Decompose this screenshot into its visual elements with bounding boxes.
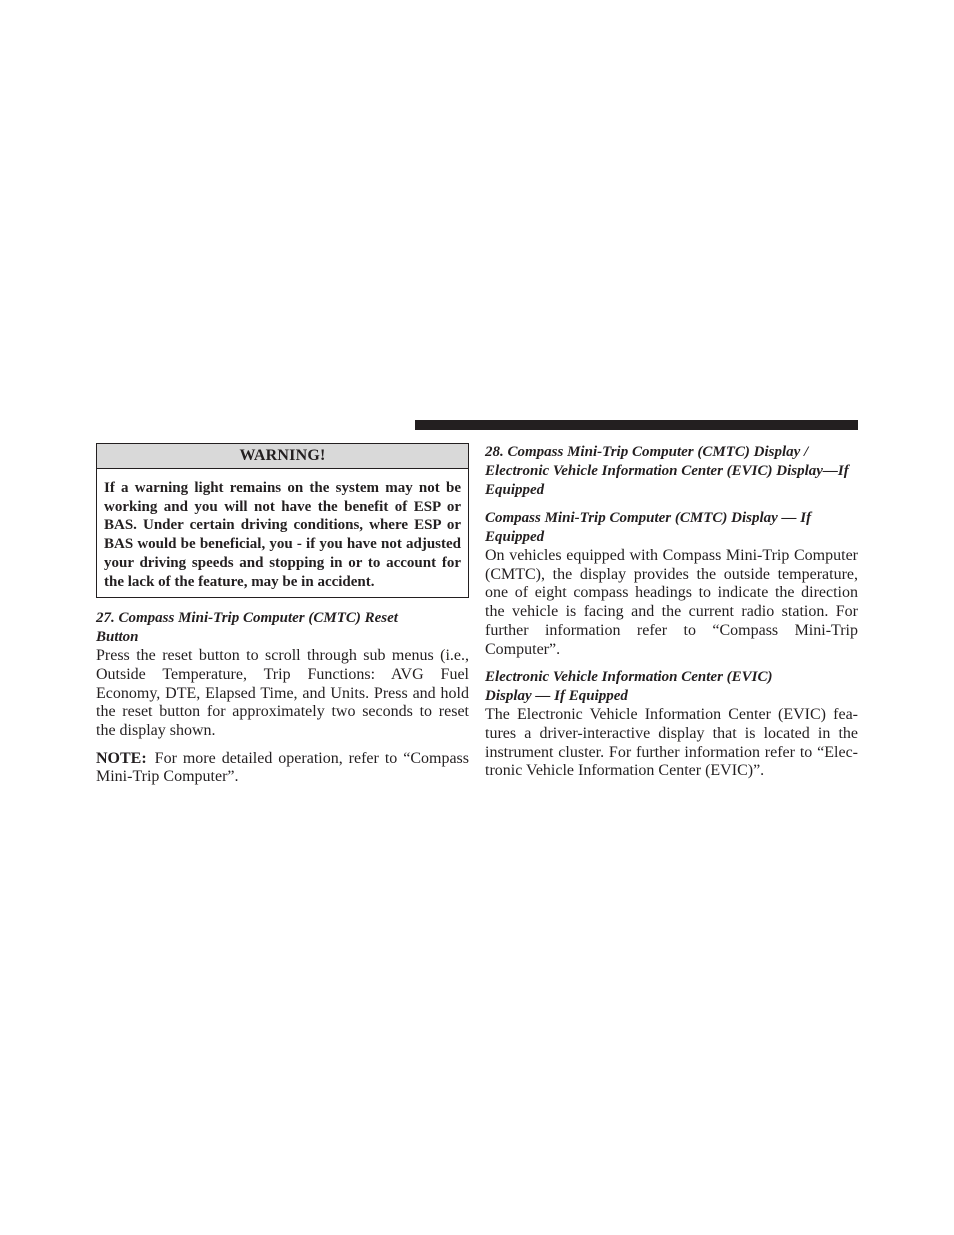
warning-text: If a warning light remains on the system may not be working and you will not have the benefit of ESP or BAS. Under certain driving conditions, where ESP or BAS would be beneficial, you - if you have not adjusted your driving speeds and stopping in or to account for the lack of the feature, may be in accident.	[104, 480, 461, 590]
note-text: For more detailed operation, refer to “Compass Mini-Trip Computer”.	[96, 749, 469, 786]
cmtc-display-heading: Compass Mini-Trip Computer (CMTC) Display — If Equipped	[485, 510, 812, 545]
left-column	[96, 443, 469, 787]
section-27-heading: 27. Compass Mini-Trip Computer (CMTC) Reset Button	[96, 610, 398, 646]
warning-box	[96, 443, 469, 598]
section-28-heading: 28. Compass Mini-Trip Computer (CMTC) Display / Electronic Vehicle Information Center (EVIC) Display—If Equipped	[485, 444, 849, 498]
evic-display-paragraph: The Electronic Vehicle Information Center (EVIC) features a driver-interactive display that is located in the instrument cluster. For further information refer to “Electronic Vehicle Information Center (EVIC)”.	[485, 706, 858, 780]
note-label: NOTE:	[96, 749, 147, 767]
header-rule	[415, 420, 858, 430]
note	[96, 750, 469, 787]
right-column	[485, 443, 858, 781]
cmtc-display-paragraph: On vehicles equipped with Compass Mini-Trip Computer (CMTC), the display provides the outside temperature, one of eight compass headings to indicate the direction the vehicle is facing and the current radio station. For further information refer to “Compass Mini-Trip Computer”.	[485, 547, 858, 658]
evic-display-heading: Electronic Vehicle Information Center (EVIC) Display — If Equipped	[485, 669, 773, 705]
warning-title: WARNING!	[97, 444, 468, 469]
section-27-paragraph: Press the reset button to scroll through sub menus (i.e., Outside Temperature, Trip Functions: AVG Fuel Economy, DTE, Elapsed Time, and Units. Press and hold the reset button for approximately two seconds to reset the display shown.	[96, 647, 469, 740]
